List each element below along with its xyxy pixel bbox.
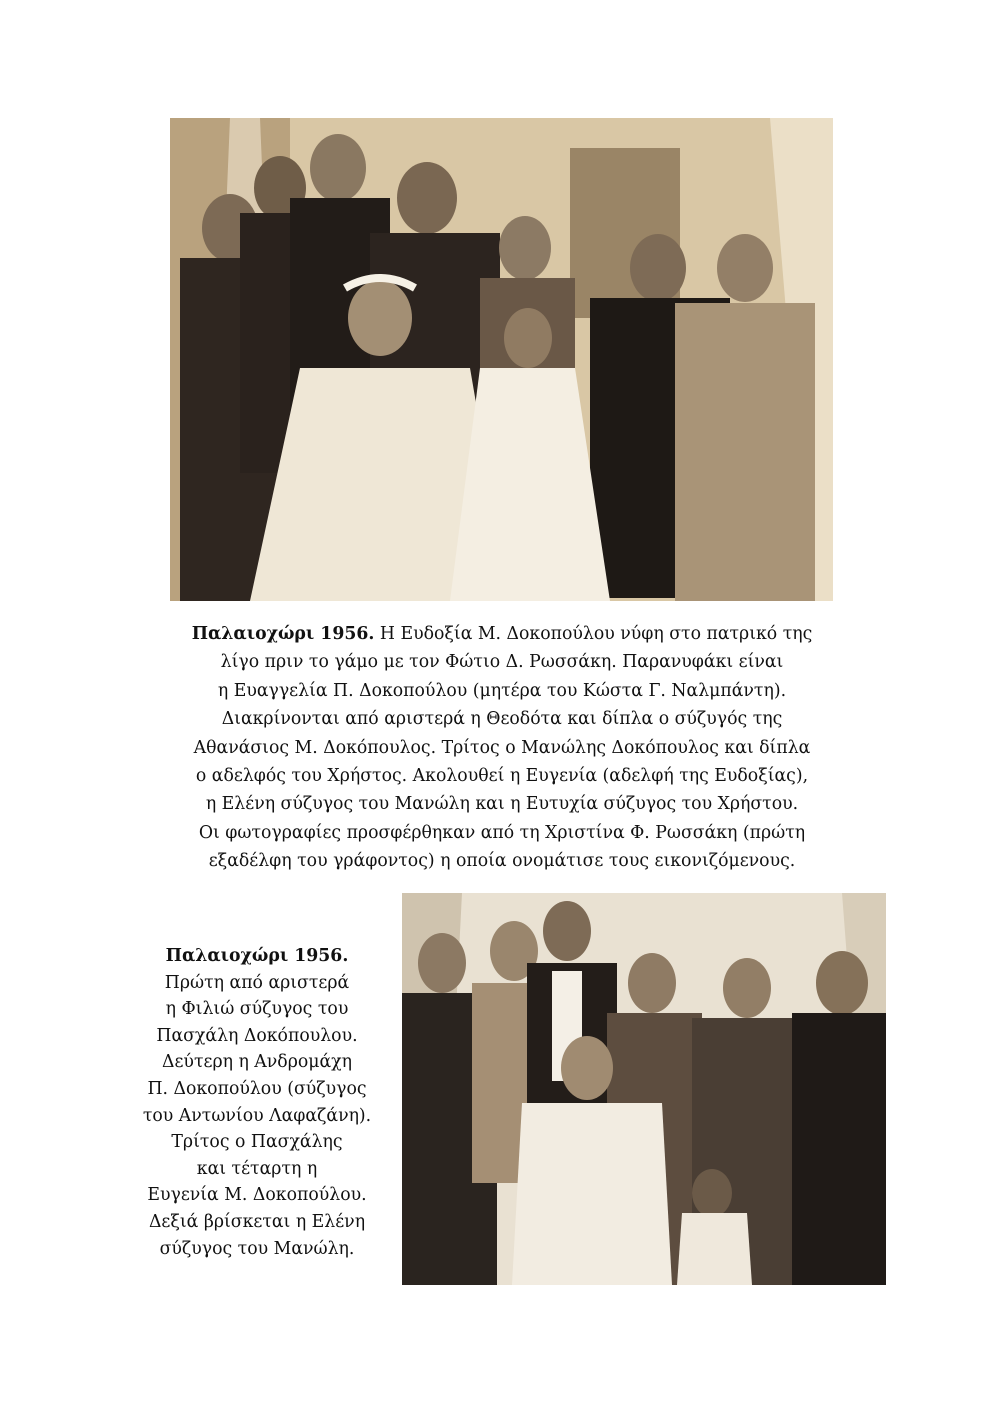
caption-left-line: η Φιλιώ σύζυγος του — [165, 999, 349, 1020]
caption-top-line: ο αδελφός του Χρήστος. Ακολουθεί η Ευγενία (αδελφή της Ευδοξίας), — [195, 766, 809, 787]
caption-top-line: η Ευαγγελία Π. Δοκοπούλου (μητέρα του Κώστα Γ. Ναλμπάντη). — [217, 680, 787, 701]
caption-top-lead: Παλαιοχώρι 1956. — [191, 624, 375, 644]
wedding-photo-top — [170, 118, 833, 601]
caption-left-line: Πασχάλη Δοκόπουλου. — [156, 1025, 358, 1046]
caption-top-line: Οι φωτογραφίες προσφέρθηκαν από τη Χριστίνα Φ. Ρωσσάκη (πρώτη — [198, 822, 806, 843]
caption-left-line: Πρώτη από αριστερά — [164, 972, 350, 993]
caption-left-line: Τρίτος ο Πασχάλης — [171, 1132, 343, 1153]
caption-left-line: Π. Δοκοπούλου (σύζυγος — [147, 1078, 367, 1099]
caption-left-lead: Παλαιοχώρι 1956. — [165, 946, 349, 966]
caption-top-line-1-text: Η Ευδοξία Μ. Δοκοπούλου νύφη στο πατρικό της — [374, 624, 813, 644]
caption-top-line-1 — [118, 620, 886, 648]
caption-left-line: του Αντωνίου Λαφαζάνη). — [142, 1105, 372, 1126]
caption-left — [118, 943, 396, 1262]
caption-top-line: η Ελένη σύζυγος του Μανώλη και η Ευτυχία σύζυγος του Χρήστου. — [205, 794, 799, 815]
caption-top-line: εξαδέλφη του γράφοντος) η οποία ονομάτισε τους εικονιζόμενους. — [208, 851, 796, 872]
caption-left-line: Δεύτερη η Ανδρομάχη — [162, 1052, 352, 1073]
wedding-photo-bottom — [402, 893, 886, 1285]
caption-top-line: Αθανάσιος Μ. Δοκόπουλος. Τρίτος ο Μανώλης Δοκόπουλος και δίπλα — [193, 737, 811, 758]
caption-top — [118, 620, 886, 876]
caption-left-line: Δεξιά βρίσκεται η Ελένη — [148, 1211, 366, 1232]
caption-left-line: και τέταρτη η — [196, 1158, 318, 1179]
caption-top-line: Διακρίνονται από αριστερά η Θεοδότα και δίπλα ο σύζυγός της — [221, 709, 783, 730]
wedding-photo-top-image — [170, 118, 833, 601]
caption-top-line: λίγο πριν το γάμο με τον Φώτιο Δ. Ρωσσάκη. Παρανυφάκι είναι — [220, 652, 784, 673]
caption-left-line: σύζυγος του Μανώλη. — [159, 1238, 355, 1259]
wedding-photo-bottom-image — [402, 893, 886, 1285]
caption-left-line: Ευγενία Μ. Δοκοπούλου. — [147, 1185, 367, 1206]
